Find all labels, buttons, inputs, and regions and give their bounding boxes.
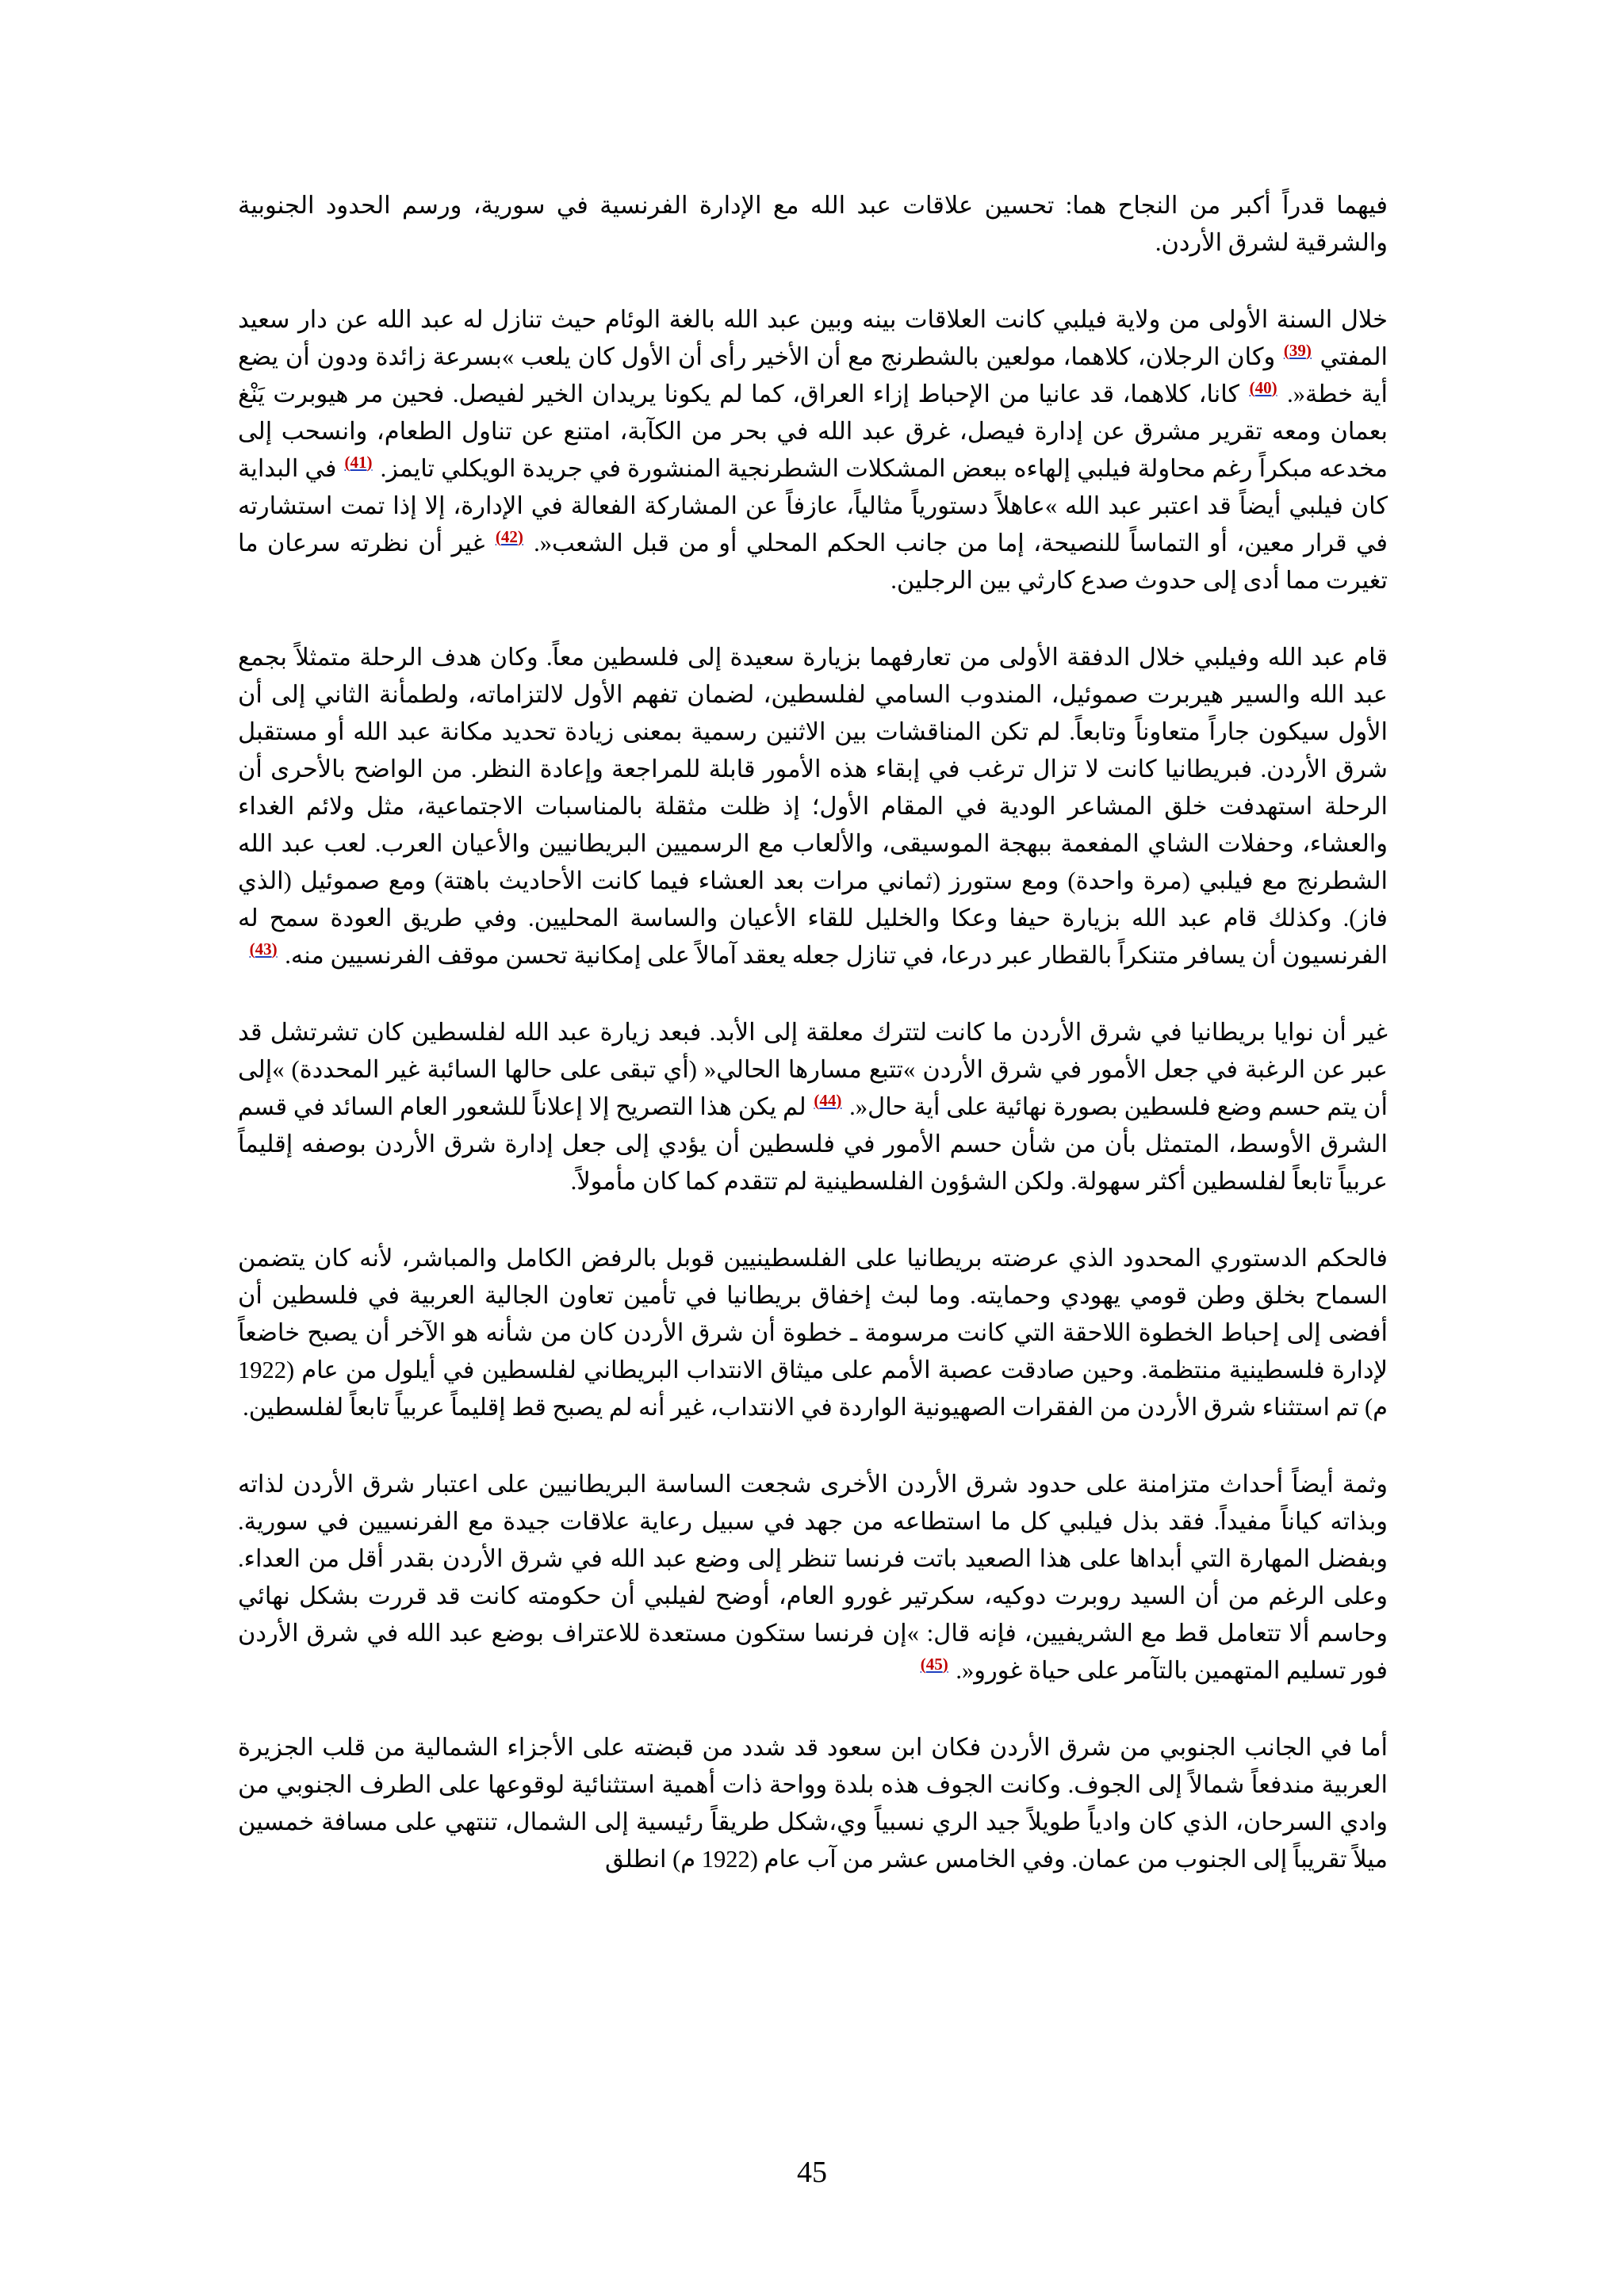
footnote-reference-link[interactable]: (39) — [1283, 340, 1312, 360]
paragraph-text: فالحكم الدستوري المحدود الذي عرضته بريطانيا على الفلسطينيين قوبل بالرفض الكامل والمباشر، لأنه كان يتضمن السماح بخلق وطن قومي يهودي وحمايته. وما لبث إخفاق بريطانيا في تأمين تعاون الجالية العربية في فلسطين أن أفضى إلى إحباط الخطوة اللاحقة التي كانت مرسومة ـ خطوة أن شرق الأردن كان من شأنه هو الآخر أن يصبح خاضعاً لإدارة فلسطينية منتظمة. وحين صادقت عصبة الأمم على ميثاق الانتداب البريطاني لفلسطين في أيلول من عام (1922 م) تم استثناء شرق الأردن من الفقرات الصهيونية الواردة في الانتداب، غير أنه لم يصبح قط إقليماً عربياً تابعاً لفلسطين. — [238, 1245, 1388, 1421]
body-text — [238, 187, 1388, 1878]
footnote-reference-link[interactable]: (40) — [1249, 377, 1277, 397]
page-number: 45 — [797, 2156, 827, 2189]
footnote-reference-link[interactable]: (41) — [344, 452, 373, 472]
paragraph-text: غير أن نظرته سرعان ما تغيرت مما أدى إلى حدوث صدع كارثي بين الرجلين. — [238, 530, 1388, 594]
paragraph — [238, 301, 1388, 599]
paragraph-text: قام عبد الله وفيلبي خلال الدفقة الأولى من تعارفهما بزيارة سعيدة إلى فلسطين معاً. وكان هدف الرحلة متمثلاً بجمع عبد الله والسير هيربرت صموئيل، المندوب السامي لفلسطين، لضمان تفهم الأول لالتزاماته، ولطمأنة الثاني إلى أن الأول سيكون جاراً متعاوناً وتابعاً. لم تكن المناقشات بين الاثنين رسمية بمعنى زيادة تحديد مكانة عبد الله أو مستقبل شرق الأردن. فبريطانيا كانت لا تزال ترغب في إبقاء هذه الأمور قابلة للمراجعة وإعادة النظر. من الواضح بالأحرى أن الرحلة استهدفت خلق المشاعر الودية في المقام الأول؛ إذ ظلت مثقلة بالمناسبات الاجتماعية، مثل ولائم الغداء والعشاء، وحفلات الشاي المفعمة ببهجة الموسيقى، والألعاب مع الرسميين البريطانيين والأعيان العرب. لعب عبد الله الشطرنج مع فيلبي (مرة واحدة) ومع ستورز (ثماني مرات بعد العشاء فيما كانت الأحاديث باهتة) ومع صموئيل (الذي فاز). وكذلك قام عبد الله بزيارة حيفا وعكا والخليل للقاء الأعيان والساسة المحليين. وفي طريق العودة سمح له الفرنسيون أن يسافر متنكراً بالقطار عبر درعا، في تنازل جعله يعقد آمالاً على إمكانية تحسن موقف الفرنسيين منه. — [238, 644, 1388, 969]
paragraph — [238, 639, 1388, 974]
footnote-reference-link[interactable]: (44) — [814, 1090, 842, 1110]
paragraph-text: في البداية كان فيلبي أيضاً قد اعتبر عبد الله »عاهلاً دستورياً مثالياً، عازفاً عن المشاركة الفعالة في الإدارة، إلا إذا تمت استشارته في قرار معين، أو التماساً للنصيحة، إما من جانب الحكم المحلي أو من قبل الشعب«. — [238, 455, 1388, 557]
paragraph-text: فيهما قدراً أكبر من النجاح هما: تحسين علاقات عبد الله مع الإدارة الفرنسية في سورية، ورسم الحدود الجنوبية والشرقية لشرق الأردن. — [238, 192, 1388, 256]
paragraph-text: أما في الجانب الجنوبي من شرق الأردن فكان ابن سعود قد شدد من قبضته على الأجزاء الشمالية من قلب الجزيرة العربية مندفعاً شمالاً إلى الجوف. وكانت الجوف هذه بلدة وواحة ذات أهمية استثنائية لوقوعها على الطرف الجنوبي من وادي السرحان، الذي كان وادياً طويلاً جيد الري نسبياً وي،شكل طريقاً رئيسية إلى الشمال، تنتهي على مسافة خمسين ميلاً تقريباً إلى الجنوب من عمان. وفي الخامس عشر من آب عام (1922 م) انطلق — [238, 1734, 1388, 1873]
paragraph-text: وكان الرجلان، كلاهما، مولعين بالشطرنج مع أن الأخير رأى أن الأول كان يلعب »بسرعة زائدة ودون أن يضع أية خطة«. — [238, 343, 1388, 408]
footnote-reference-link[interactable]: (42) — [495, 526, 523, 546]
paragraph — [238, 1240, 1388, 1426]
paragraph-text: كانا، كلاهما، قد عانيا من الإحباط إزاء العراق، كما لم يكونا يريدان الخير لفيصل. فحين مر هيوبرت يَنْغ بعمان ومعه تقرير مشرق عن إدارة فيصل، غرق عبد الله في بحر من الكآبة، امتنع عن تناول الطعام، وانسحب إلى مخدعه مبكراً رغم محاولة فيلبي إلهاءه ببعض المشكلات الشطرنجية المنشورة في جريدة الويكلي تايمز. — [238, 381, 1388, 482]
paragraph — [238, 1014, 1388, 1200]
paragraph — [238, 187, 1388, 262]
paragraph-text: خلال السنة الأولى من ولاية فيلبي كانت العلاقات بينه وبين عبد الله بالغة الوئام حيث تنازل له عبد الله عن دار سعيد المفتي — [238, 306, 1388, 370]
footnote-reference-link[interactable]: (45) — [920, 1654, 948, 1674]
paragraph — [238, 1466, 1388, 1689]
paragraph-text: وثمة أيضاً أحداث متزامنة على حدود شرق الأردن الأخرى شجعت الساسة البريطانيين على اعتبار شرق الأردن لذاته وبذاته كياناً مفيداً. فقد بذل فيلبي كل ما استطاعه من جهد في سبيل رعاية علاقات جيدة مع الفرنسيين في سورية. وبفضل المهارة التي أبداها على هذا الصعيد باتت فرنسا تنظر إلى وضع عبد الله في شرق الأردن بقدر أقل من العداء. وعلى الرغم من أن السيد روبرت دوكيه، سكرتير غورو العام، أوضح لفيلبي أن حكومته كانت قد قررت بشكل نهائي وحاسم ألا تتعامل قط مع الشريفيين، فإنه قال: »إن فرنسا ستكون مستعدة للاعتراف بوضع عبد الله في شرق الأردن فور تسليم المتهمين بالتآمر على حياة غورو«. — [238, 1471, 1388, 1684]
paragraph-text: غير أن نوايا بريطانيا في شرق الأردن ما كانت لتترك معلقة إلى الأبد. فبعد زيارة عبد الله لفلسطين كان تشرتشل قد عبر عن الرغبة في جعل الأمور في شرق الأردن »تتبع مسارها الحالي« (أي تبقى على حالها السائبة غير المحددة) »إلى أن يتم حسم وضع فلسطين بصورة نهائية على أية حال«. — [238, 1019, 1388, 1120]
footnote-reference-link[interactable]: (43) — [249, 939, 278, 959]
paragraph — [238, 1729, 1388, 1878]
paragraph-text: لم يكن هذا التصريح إلا إعلاناً للشعور العام السائد في قسم الشرق الأوسط، المتمثل بأن من شأن حسم الأمور في فلسطين أن يؤدي إلى جعل إدارة شرق الأردن بوصفه إقليماً عربياً تابعاً لفلسطين أكثر سهولة. ولكن الشؤون الفلسطينية لم تتقدم كما كان مأمولاً. — [238, 1093, 1388, 1195]
